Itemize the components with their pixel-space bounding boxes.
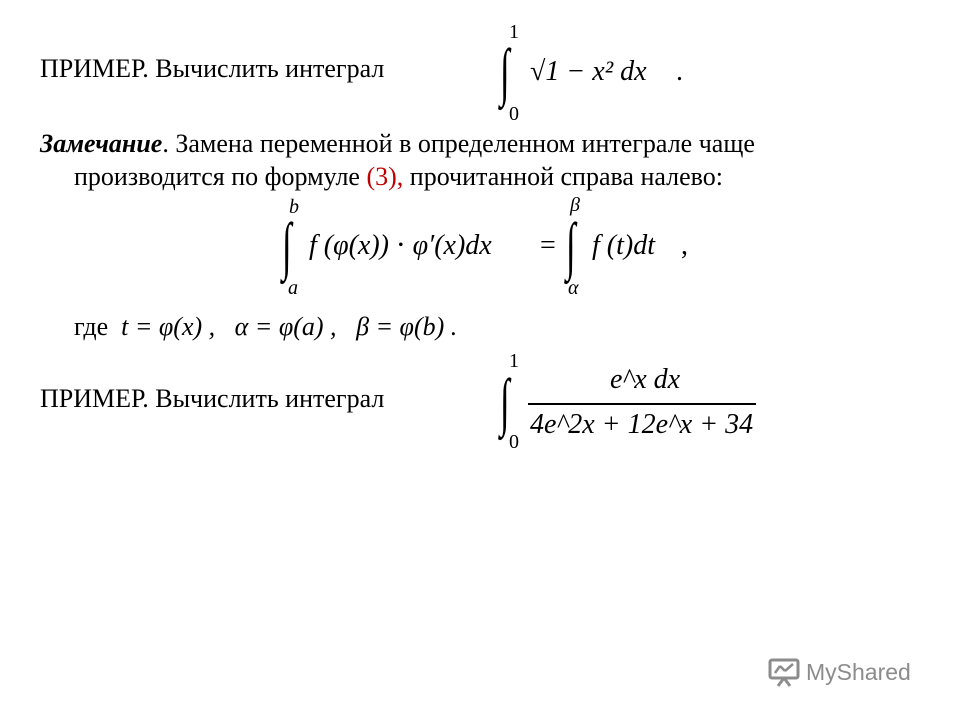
integral-sign-4: ∫	[500, 366, 510, 437]
remark-line1	[40, 131, 755, 157]
remark-title: Замечание	[40, 129, 163, 158]
formula2-upper-left: b	[289, 196, 299, 218]
formula2-lower-right: α	[568, 277, 579, 299]
example1-heading	[40, 56, 384, 82]
example2-lower-limit: 0	[509, 431, 519, 453]
formula2-right-body: f (t)dt	[592, 230, 655, 261]
example1-text: Вычислить интеграл	[155, 54, 385, 83]
remark-line1-text: Замена переменной в определенном интеграле чаще	[175, 129, 755, 158]
example2-text: Вычислить интеграл	[155, 384, 385, 413]
example2-label: ПРИМЕР.	[40, 384, 149, 413]
integral-sign-3: ∫	[566, 210, 576, 281]
formula2-upper-right: β	[570, 194, 580, 216]
remark-separator: .	[162, 129, 169, 158]
example1-integrand: √1 − x² dx	[530, 56, 647, 87]
example2-denominator: 4e^2x + 12e^x + 34	[530, 409, 754, 440]
example2-numerator-text: e^x dx	[610, 364, 681, 395]
remark-line2-pre: производится по формуле	[74, 162, 360, 191]
formula-reference: (3),	[366, 162, 404, 191]
formula2-lower-left: a	[288, 277, 298, 299]
example1-period: .	[676, 56, 683, 87]
watermark	[768, 656, 911, 688]
where-part-beta: β = φ(b) .	[356, 312, 458, 341]
example2-upper-limit: 1	[509, 350, 519, 372]
integral-sign-1: ∫	[500, 36, 510, 107]
presentation-board-icon	[768, 657, 800, 687]
example2-heading	[40, 386, 384, 412]
formula2-left-body: f (φ(x)) ⋅ φ′(x)dx	[309, 230, 492, 261]
watermark-text: MyShared	[806, 658, 911, 685]
remark-line2	[74, 164, 723, 190]
integral-sign-2: ∫	[282, 210, 292, 281]
formula2-equals: =	[540, 230, 556, 261]
where-label: где	[74, 312, 109, 341]
where-part-t: t = φ(x) ,	[121, 312, 216, 341]
remark-line2-post: прочитанной справа налево:	[409, 162, 723, 191]
where-part-alpha: α = φ(a) ,	[234, 312, 337, 341]
example1-lower-limit: 0	[509, 103, 519, 125]
fraction-bar	[528, 403, 756, 405]
formula2-comma: ,	[681, 230, 688, 261]
where-line	[74, 314, 457, 340]
example1-label: ПРИМЕР.	[40, 54, 149, 83]
example2-numerator	[610, 366, 680, 394]
example1-upper-limit: 1	[509, 21, 519, 43]
